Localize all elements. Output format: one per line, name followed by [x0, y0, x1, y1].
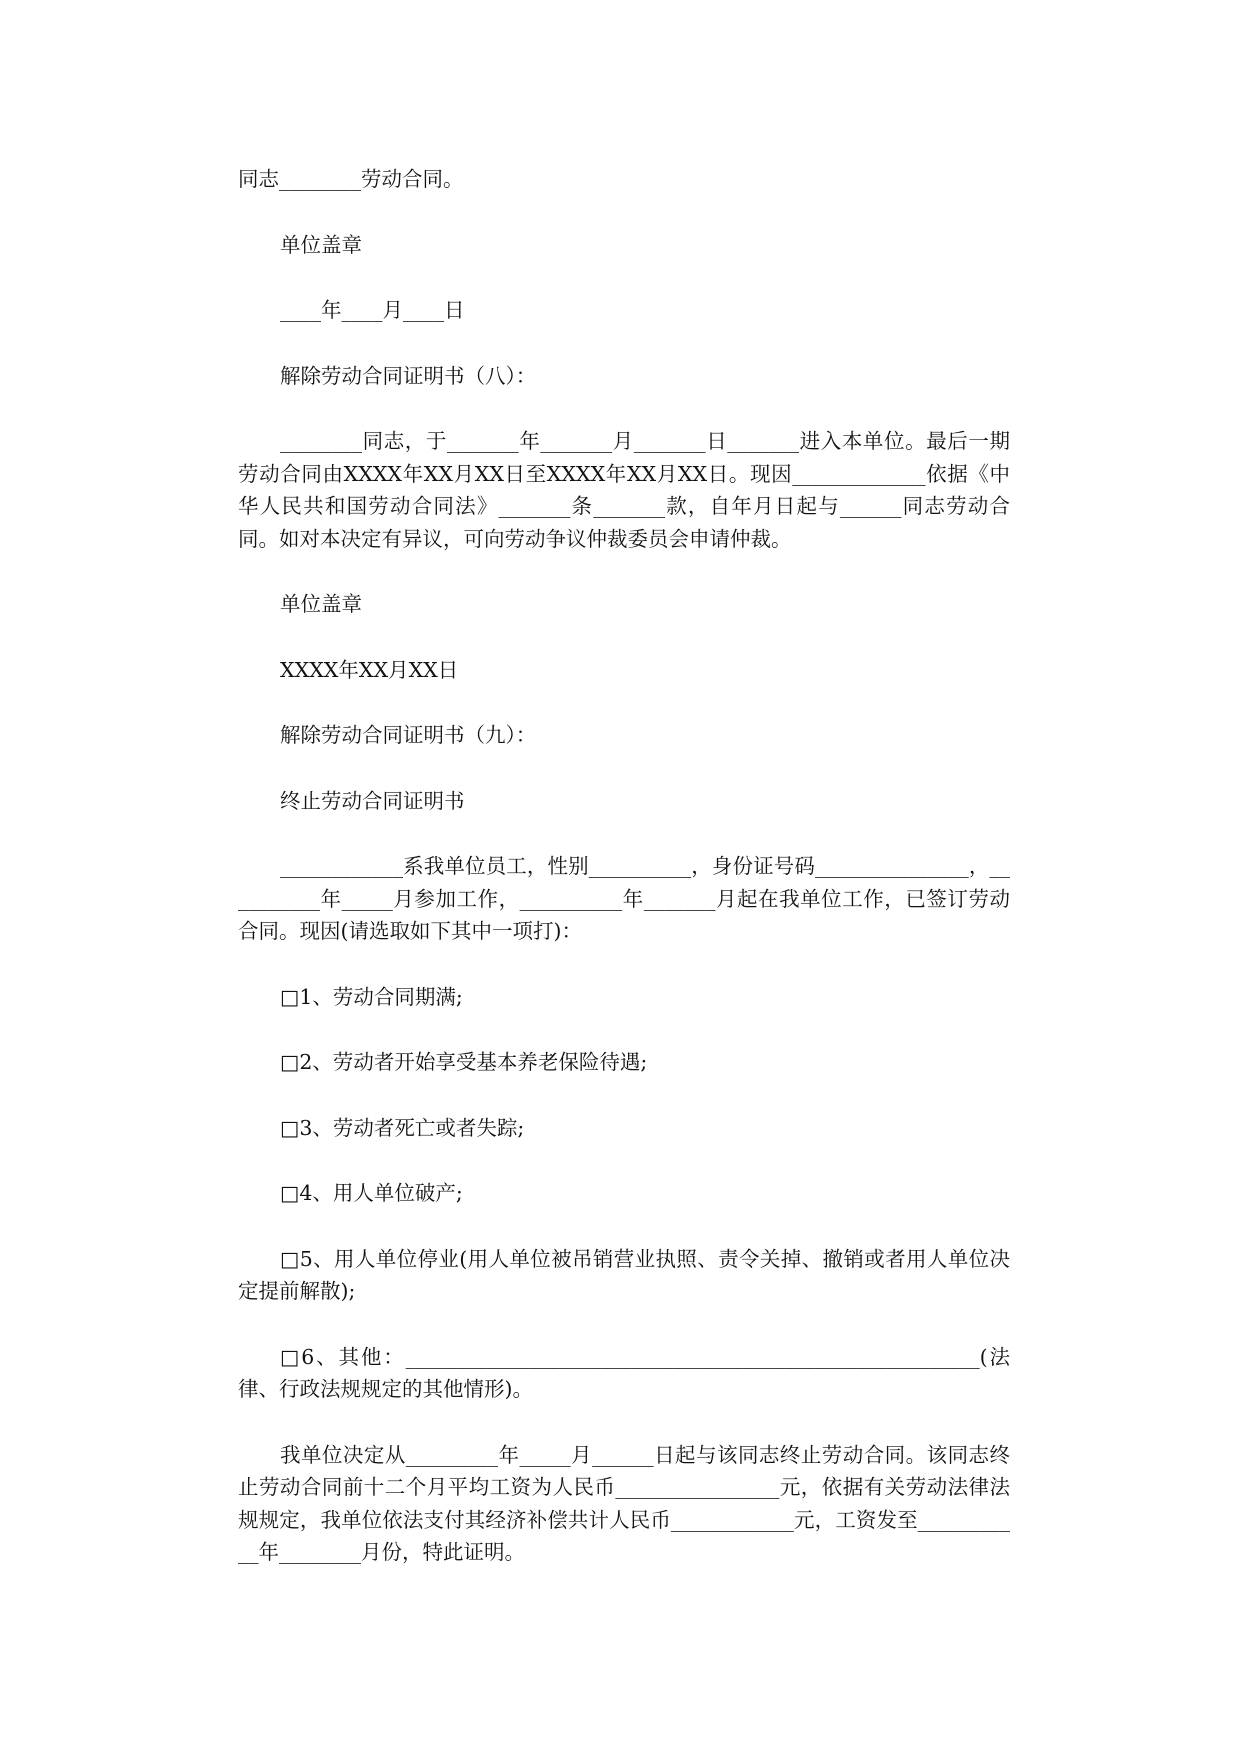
paragraph-company-seal: 单位盖章: [280, 232, 362, 257]
paragraph-body-eight: ________同志，于_______年_______月_______日_______进入本单位。最后一期劳动合同由XXXX年XX月XX日至XXXX年XX月XX日。现因_____________依据《中华人民共和国劳动合同法》_______条_______款，自年月日起与______同志劳动合同。如对本决定有异议，可向劳动争议仲裁委员会申请仲裁。: [238, 429, 1010, 551]
checkbox-option-6: □6、其他：________________________________________________________(法律、行政法规规定的其他情形)。: [238, 1344, 1010, 1401]
paragraph-heading-eight: 解除劳动合同证明书（八）：: [280, 363, 537, 388]
checkbox-option-5: □5、用人单位停业(用人单位被吊销营业执照、责令关掉、撤销或者用人单位决定提前解散);: [238, 1246, 1010, 1303]
paragraph-company-seal-2: 单位盖章: [280, 592, 362, 616]
checkbox-option-2: □2、劳动者开始享受基本养老保险待遇;: [280, 1050, 648, 1074]
paragraph-termination-tail: 同志________劳动合同。: [238, 167, 464, 191]
checkbox-option-1: □1、劳动合同期满;: [280, 984, 463, 1009]
paragraph-certificate-title: 终止劳动合同证明书: [280, 788, 465, 813]
paragraph-date-blank: ____年____月____日: [280, 298, 465, 322]
document-page: [238, 163, 1010, 1602]
paragraph-employee-info: ____________系我单位员工，性别__________，身份证号码_______________，__________年_____月参加工作，__________年_______月起在我单位工作，已签订劳动合同。现因(请选取如下其中一项打)：: [238, 854, 1010, 943]
checkbox-option-4: □4、用人单位破产;: [280, 1181, 463, 1205]
checkbox-option-3: □3、劳动者死亡或者失踪;: [280, 1115, 525, 1140]
paragraph-decision: 我单位决定从_________年_____月______日起与该同志终止劳动合同。该同志终止劳动合同前十二个月平均工资为人民币________________元，依据有关劳动法律法规规定，我单位依法支付其经济补偿共计人民币____________元，工资发至___________年________月份，特此证明。: [238, 1442, 1010, 1564]
paragraph-date-placeholder: XXXX年XX月XX日: [280, 657, 459, 682]
paragraph-heading-nine: 解除劳动合同证明书（九）：: [280, 723, 537, 747]
